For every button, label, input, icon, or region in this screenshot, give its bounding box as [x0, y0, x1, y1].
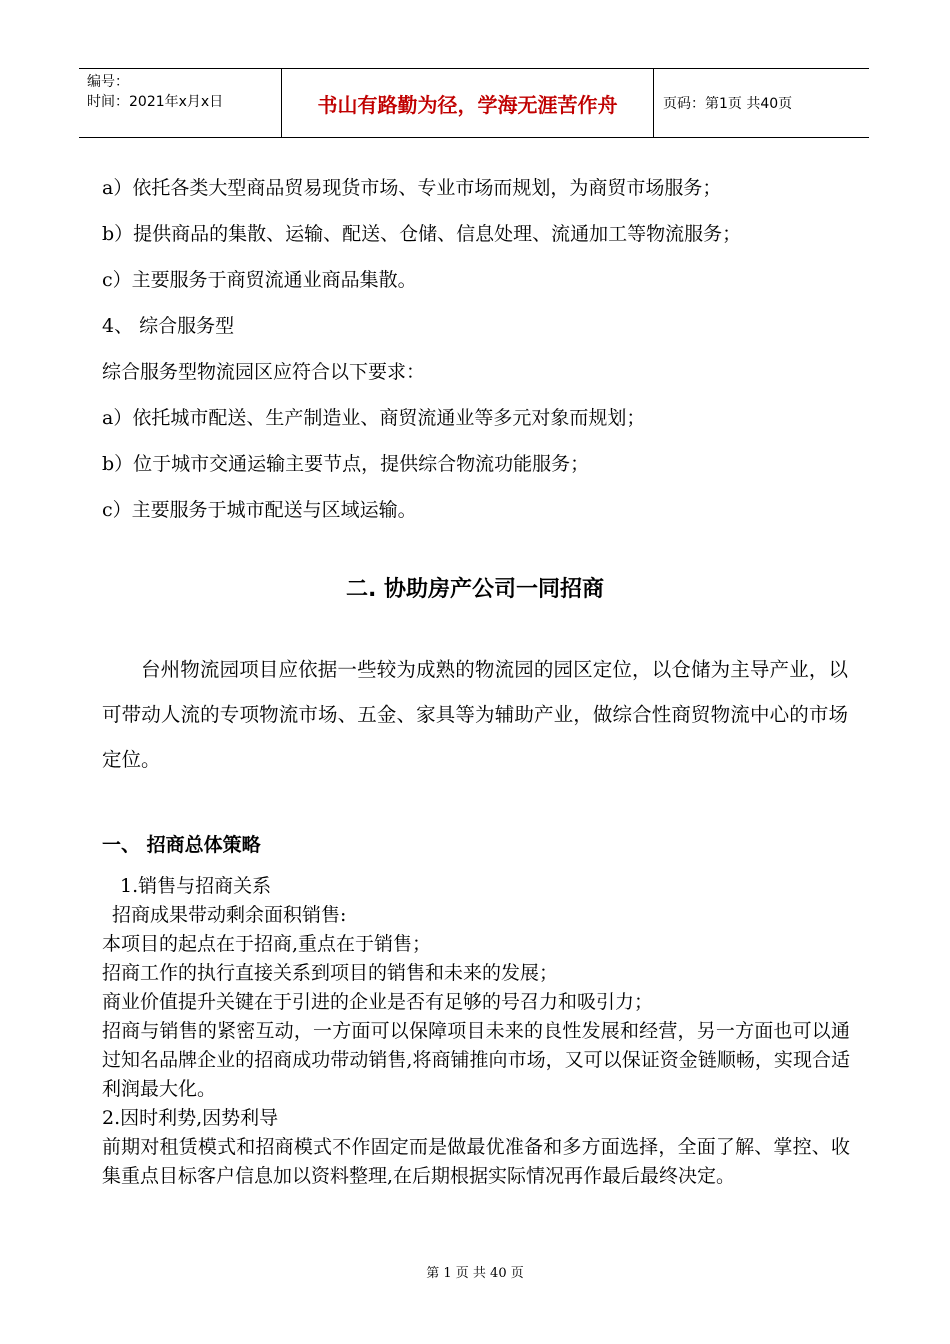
- sub1-line: 本项目的起点在于招商,重点在于销售；: [102, 933, 432, 955]
- strategy-heading: [102, 830, 261, 857]
- serial-label: 编号：: [87, 74, 129, 90]
- header-motto: 书山有路勤为径，学海无涯苦作舟: [282, 69, 654, 137]
- sub1-line: 商业价值提升关键在于引进的企业是否有足够的号召力和吸引力；: [102, 991, 654, 1013]
- list1-item-c: c）主要服务于商贸流通业商品集散。: [102, 269, 417, 291]
- sub1-paragraph: 招商与销售的紧密互动，一方面可以保障项目未来的良性发展和经营，另一方面也可以通过知名品牌企业的招商成功带动销售,将商铺推向市场，又可以保证资金链顺畅，实现合适利润最大化。: [102, 1020, 850, 1100]
- header-page-info: 页码：第1页 共40页: [663, 96, 793, 112]
- sub2-paragraph: 前期对租赁模式和招商模式不作固定而是做最优准备和多方面选择，全面了解、掌控、收集重点目标客户信息加以资料整理,在后期根据实际情况再作最后最终决定。: [102, 1136, 850, 1187]
- page-footer: 第 1 页 共 40 页: [426, 1266, 524, 1281]
- sub1-line: 招商成果带动剩余面积销售:: [112, 904, 347, 926]
- sub1-line: 招商工作的执行直接关系到项目的销售和未来的发展；: [102, 962, 559, 984]
- section-heading: 二. 协助房产公司一同招商: [345, 577, 605, 602]
- date-label: 时间：2021年x月x日: [87, 94, 224, 110]
- list2-item-c: c）主要服务于城市配送与区域运输。: [102, 499, 417, 521]
- list1-item-a: a）依托各类大型商品贸易现货市场、专业市场而规划，为商贸市场服务；: [102, 177, 722, 199]
- page-header: [79, 68, 869, 138]
- intro-paragraph: 台州物流园项目应依据一些较为成熟的物流园的园区定位，以仓储为主导产业，以可带动人流的专项物流市场、五金、家具等为辅助产业，做综合性商贸物流中心的市场定位。: [102, 658, 848, 771]
- sub2-title: 2.因时利势,因势利导: [102, 1107, 279, 1129]
- list1-item-b: b）提供商品的集散、运输、配送、仓储、信息处理、流通加工等物流服务；: [102, 223, 742, 245]
- list2-item-b: b）位于城市交通运输主要节点，提供综合物流功能服务；: [102, 453, 590, 475]
- header-meta: [79, 69, 282, 137]
- item4-intro: 综合服务型物流园区应符合以下要求：: [102, 361, 426, 383]
- sub1-block: [102, 872, 850, 1191]
- list2-item-a: a）依托城市配送、生产制造业、商贸流通业等多元对象而规划；: [102, 407, 646, 429]
- item4-title: 4、 综合服务型: [102, 315, 235, 337]
- sub1-title: 1.销售与招商关系: [120, 875, 272, 897]
- strategy-heading-text: 一、 招商总体策略: [102, 834, 261, 856]
